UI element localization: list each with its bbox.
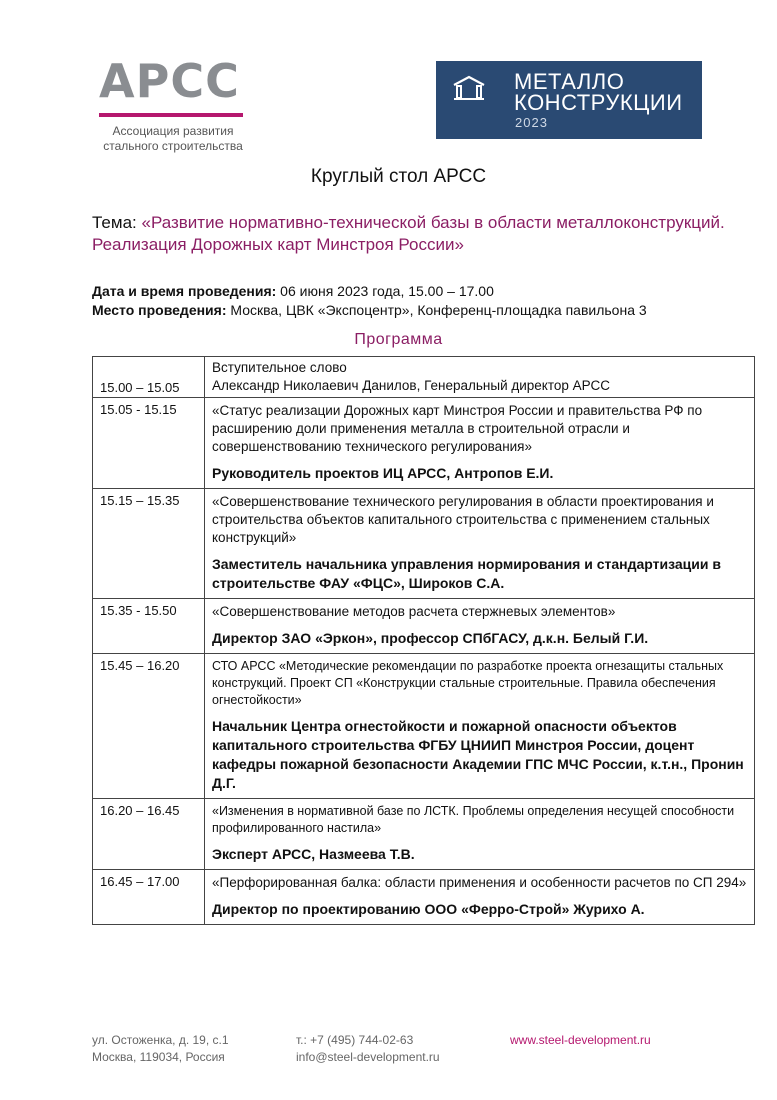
metallokonstrukcii-logo: [436, 61, 702, 139]
place-label: Место проведения:: [92, 302, 227, 318]
speaker-text: Эксперт АРСС, Назмеева Т.В.: [212, 846, 415, 862]
website-link[interactable]: www.steel-development.ru: [510, 1033, 651, 1047]
footer-address: [92, 1032, 229, 1066]
table-row: [93, 398, 755, 489]
speaker-text: Заместитель начальника управления нормирования и стандартизации в строительстве ФАУ «ФЦС», Широков С.А.: [212, 556, 721, 591]
theme-label: Тема:: [92, 213, 142, 232]
address-line2: Москва, 119034, Россия: [92, 1050, 225, 1064]
time-cell: 16.20 – 16.45: [93, 799, 205, 870]
arss-tagline-line1: Ассоциация развития: [112, 124, 234, 138]
arss-logo-letters: АРСС: [99, 54, 240, 108]
speaker-text: Александр Николаевич Данилов, Генеральный директор АРСС: [212, 378, 611, 393]
table-row: [93, 870, 755, 925]
arss-logo: [93, 54, 253, 158]
speaker-text: Директор по проектированию ООО «Ферро-Строй» Журихо А.: [212, 901, 645, 917]
date-label: Дата и время проведения:: [92, 283, 277, 299]
description-cell: [205, 870, 755, 925]
metallo-logo-line1: МЕТАЛЛО: [514, 69, 625, 94]
footer-contacts: [296, 1032, 440, 1066]
speaker-text: Директор ЗАО «Эркон», профессор СПбГАСУ, д.к.н. Белый Г.И.: [212, 630, 649, 646]
event-meta: [92, 282, 742, 320]
email-link[interactable]: info@steel-development.ru: [296, 1050, 440, 1064]
event-theme: [92, 212, 732, 256]
phone-number: т.: +7 (495) 744-02-63: [296, 1033, 414, 1047]
description-cell: [205, 489, 755, 599]
description-cell: [205, 799, 755, 870]
place-value: Москва, ЦВК «Экспоцентр», Конференц-площадка павильона 3: [226, 302, 647, 318]
topic-text: «Совершенствование технического регулирования в области проектирования и строительства объектов капитального строительства с применением стальных конструкций»: [212, 494, 714, 545]
time-cell: 15.35 - 15.50: [93, 599, 205, 654]
table-row: [93, 357, 755, 398]
arss-tagline-line2: стального строительства: [103, 139, 243, 153]
time-cell: 16.45 – 17.00: [93, 870, 205, 925]
date-value: 06 июня 2023 года, 15.00 – 17.00: [276, 283, 494, 299]
speaker-text: Руководитель проектов ИЦ АРСС, Антропов Е.И.: [212, 465, 554, 481]
event-place-line: [92, 301, 742, 320]
topic-text: «Совершенствование методов расчета стержневых элементов»: [212, 604, 616, 619]
time-cell: 15.15 – 15.35: [93, 489, 205, 599]
program-table: [92, 356, 755, 925]
topic-text: «Изменения в нормативной базе по ЛСТК. Проблемы определения несущей способности профилированного настила»: [212, 804, 735, 835]
table-row: [93, 489, 755, 599]
page-title: Круглый стол АРСС: [310, 166, 487, 187]
arss-logo-tagline: [93, 124, 253, 154]
time-cell: 15.45 – 16.20: [93, 654, 205, 799]
description-cell: [205, 654, 755, 799]
topic-text: «Статус реализации Дорожных карт Минстроя России и правительства РФ по расширению доли применения металла в строительной отрасли и совершенствованию технического регулирования»: [212, 403, 703, 454]
table-row: [93, 599, 755, 654]
topic-text: «Перфорированная балка: области применения и особенности расчетов по СП 294»: [212, 875, 747, 890]
event-date-line: [92, 282, 742, 301]
description-cell: [205, 599, 755, 654]
table-row: [93, 799, 755, 870]
topic-text: СТО АРСС «Методические рекомендации по разработке проекта огнезащиты стальных конструкций. Проект СП «Конструкции стальные строительные. Правила обеспечения огнестойкости»: [212, 659, 724, 707]
table-row: [93, 654, 755, 799]
description-cell: [205, 357, 755, 398]
time-cell: 15.00 – 15.05: [93, 357, 205, 398]
address-line1: ул. Остоженка, д. 19, с.1: [92, 1033, 229, 1047]
program-heading: Программа: [354, 331, 443, 348]
description-cell: [205, 398, 755, 489]
building-icon: [452, 75, 486, 101]
metallo-logo-line2: КОНСТРУКЦИИ: [514, 90, 683, 115]
theme-value: «Развитие нормативно-технической базы в области металлоконструкций. Реализация Дорожных карт Минстроя России»: [92, 213, 725, 254]
arss-logo-accent-bar: [99, 113, 243, 117]
speaker-text: Начальник Центра огнестойкости и пожарной опасности объектов капитального строительства ФГБУ ЦНИИП Минстроя России, доцент кафедры пожарной безопасности Академии ГПС МЧС России, к.т.н., Пронин Д.Г.: [212, 718, 744, 791]
metallo-logo-year: 2023: [515, 115, 548, 130]
topic-text: Вступительное слово: [212, 360, 347, 375]
time-cell: 15.05 - 15.15: [93, 398, 205, 489]
